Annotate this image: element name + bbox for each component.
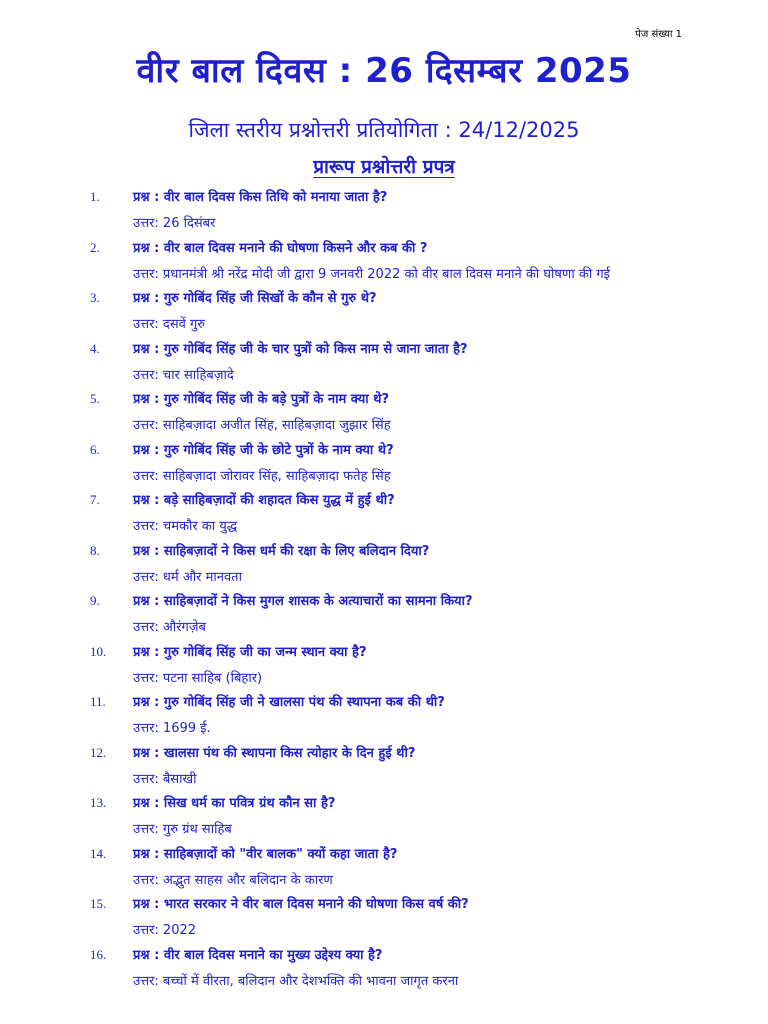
question-number: 14.	[90, 845, 107, 861]
question-answer-list	[0, 185, 768, 993]
answer-text: उत्तर: दसवें गुरु	[133, 317, 206, 332]
answer-text: उत्तर: साहिबज़ादा जोरावर सिंह, साहिबज़ादा फतेह सिंह	[133, 468, 391, 484]
question-number: 6.	[90, 441, 100, 457]
answer-text: उत्तर: बच्चों में वीरता, बलिदान और देशभक्ति की भावना जागृत करना	[133, 973, 459, 989]
list-item	[0, 185, 768, 236]
question-text: प्रश्न : गुरु गोबिंद सिंह जी के बड़े पुत्रों के नाम क्या थे?	[133, 392, 389, 407]
question-number: 15.	[90, 896, 107, 911]
question-number: 8.	[90, 542, 100, 558]
question-number: 1.	[90, 189, 100, 204]
question-number: 2.	[90, 239, 100, 255]
answer-text: उत्तर: धर्म और मानवता	[133, 569, 242, 585]
question-number: 11.	[90, 694, 106, 709]
list-item	[0, 690, 768, 741]
question-number: 16.	[90, 946, 107, 962]
list-item	[0, 640, 768, 691]
answer-text: उत्तर: गुरु ग्रंथ साहिब	[133, 822, 232, 837]
list-item	[0, 741, 768, 792]
answer-text: उत्तर: बैसाखी	[133, 771, 197, 787]
question-text: प्रश्न : बड़े साहिबज़ादों की शहादत किस युद्ध में हुई थी?	[133, 493, 395, 508]
page-number: पेज संख्या 1	[635, 29, 682, 40]
answer-text: उत्तर: चार साहिबज़ादे	[133, 367, 234, 383]
list-item	[0, 438, 768, 489]
question-text: प्रश्न : साहिबज़ादों ने किस धर्म की रक्षा के लिए बलिदान दिया?	[133, 543, 430, 559]
question-text: प्रश्न : गुरु गोबिंद सिंह जी के छोटे पुत्रों के नाम क्या थे?	[133, 442, 394, 458]
answer-text: उत्तर: पटना साहिब (बिहार)	[133, 670, 263, 686]
answer-text: उत्तर: 1699 ई.	[133, 721, 211, 736]
list-item	[0, 842, 768, 893]
question-text: प्रश्न : खालसा पंथ की स्थापना किस त्योहार के दिन हुई थी?	[133, 745, 416, 761]
answer-text: उत्तर: चमकौर का युद्ध	[133, 519, 238, 534]
question-text: प्रश्न : सिख धर्म का पवित्र ग्रंथ कौन सा है?	[133, 796, 336, 811]
question-text: प्रश्न : वीर बाल दिवस किस तिथि को मनाया जाता है?	[133, 190, 388, 205]
answer-text: उत्तर: 26 दिसंबर	[133, 216, 216, 231]
question-text: प्रश्न : गुरु गोबिंद सिंह जी के चार पुत्रों को किस नाम से जाना जाता है?	[133, 341, 468, 357]
list-item	[0, 589, 768, 640]
section-heading-text: प्रारूप प्रश्नोत्तरी प्रपत्र	[313, 156, 455, 178]
question-text: प्रश्न : गुरु गोबिंद सिंह जी ने खालसा पंथ की स्थापना कब की थी?	[133, 695, 445, 710]
section-heading	[0, 153, 768, 179]
question-number: 5.	[90, 391, 100, 406]
page-title: वीर बाल दिवस : 26 दिसम्बर 2025	[136, 51, 632, 91]
list-item	[0, 236, 768, 287]
question-number: 13.	[90, 795, 107, 810]
list-item	[0, 892, 768, 943]
question-number: 7.	[90, 492, 100, 507]
question-text: प्रश्न : वीर बाल दिवस मनाने का मुख्य उद्देश्य क्या है?	[133, 947, 383, 963]
list-item	[0, 943, 768, 994]
question-text: प्रश्न : वीर बाल दिवस मनाने की घोषणा किसने और कब की ?	[133, 240, 428, 256]
question-number: 10.	[90, 643, 107, 659]
question-text: प्रश्न : साहिबज़ादों को "वीर बालक" क्यों कहा जाता है?	[133, 846, 398, 862]
list-item	[0, 488, 768, 539]
answer-text: उत्तर: औरंगज़ेब	[133, 620, 206, 635]
answer-text: उत्तर: प्रधानमंत्री श्री नरेंद्र मोदी जी द्वारा 9 जनवरी 2022 को वीर बाल दिवस मनाने की घोषणा की गई	[133, 266, 611, 282]
list-item	[0, 791, 768, 842]
answer-text: उत्तर: साहिबज़ादा अजीत सिंह, साहिबज़ादा जुझार सिंह	[133, 418, 391, 433]
list-item	[0, 337, 768, 388]
question-text: प्रश्न : भारत सरकार ने वीर बाल दिवस मनाने की घोषणा किस वर्ष की?	[133, 897, 469, 912]
question-number: 12.	[90, 744, 107, 760]
page-subtitle: जिला स्तरीय प्रश्नोत्तरी प्रतियोगिता : 24/12/2025	[188, 118, 580, 142]
question-text: प्रश्न : साहिबज़ादों ने किस मुगल शासक के अत्याचारों का सामना किया?	[133, 594, 473, 609]
list-item	[0, 286, 768, 337]
list-item	[0, 387, 768, 438]
question-number: 9.	[90, 593, 100, 608]
question-number: 3.	[90, 290, 100, 305]
question-number: 4.	[90, 340, 100, 356]
list-item	[0, 539, 768, 590]
question-text: प्रश्न : गुरु गोबिंद सिंह जी सिखों के कौन से गुरु थे?	[133, 291, 377, 306]
answer-text: उत्तर: 2022	[133, 923, 197, 938]
answer-text: उत्तर: अद्भुत साहस और बलिदान के कारण	[133, 872, 333, 888]
question-text: प्रश्न : गुरु गोबिंद सिंह जी का जन्म स्थान क्या है?	[133, 644, 367, 660]
